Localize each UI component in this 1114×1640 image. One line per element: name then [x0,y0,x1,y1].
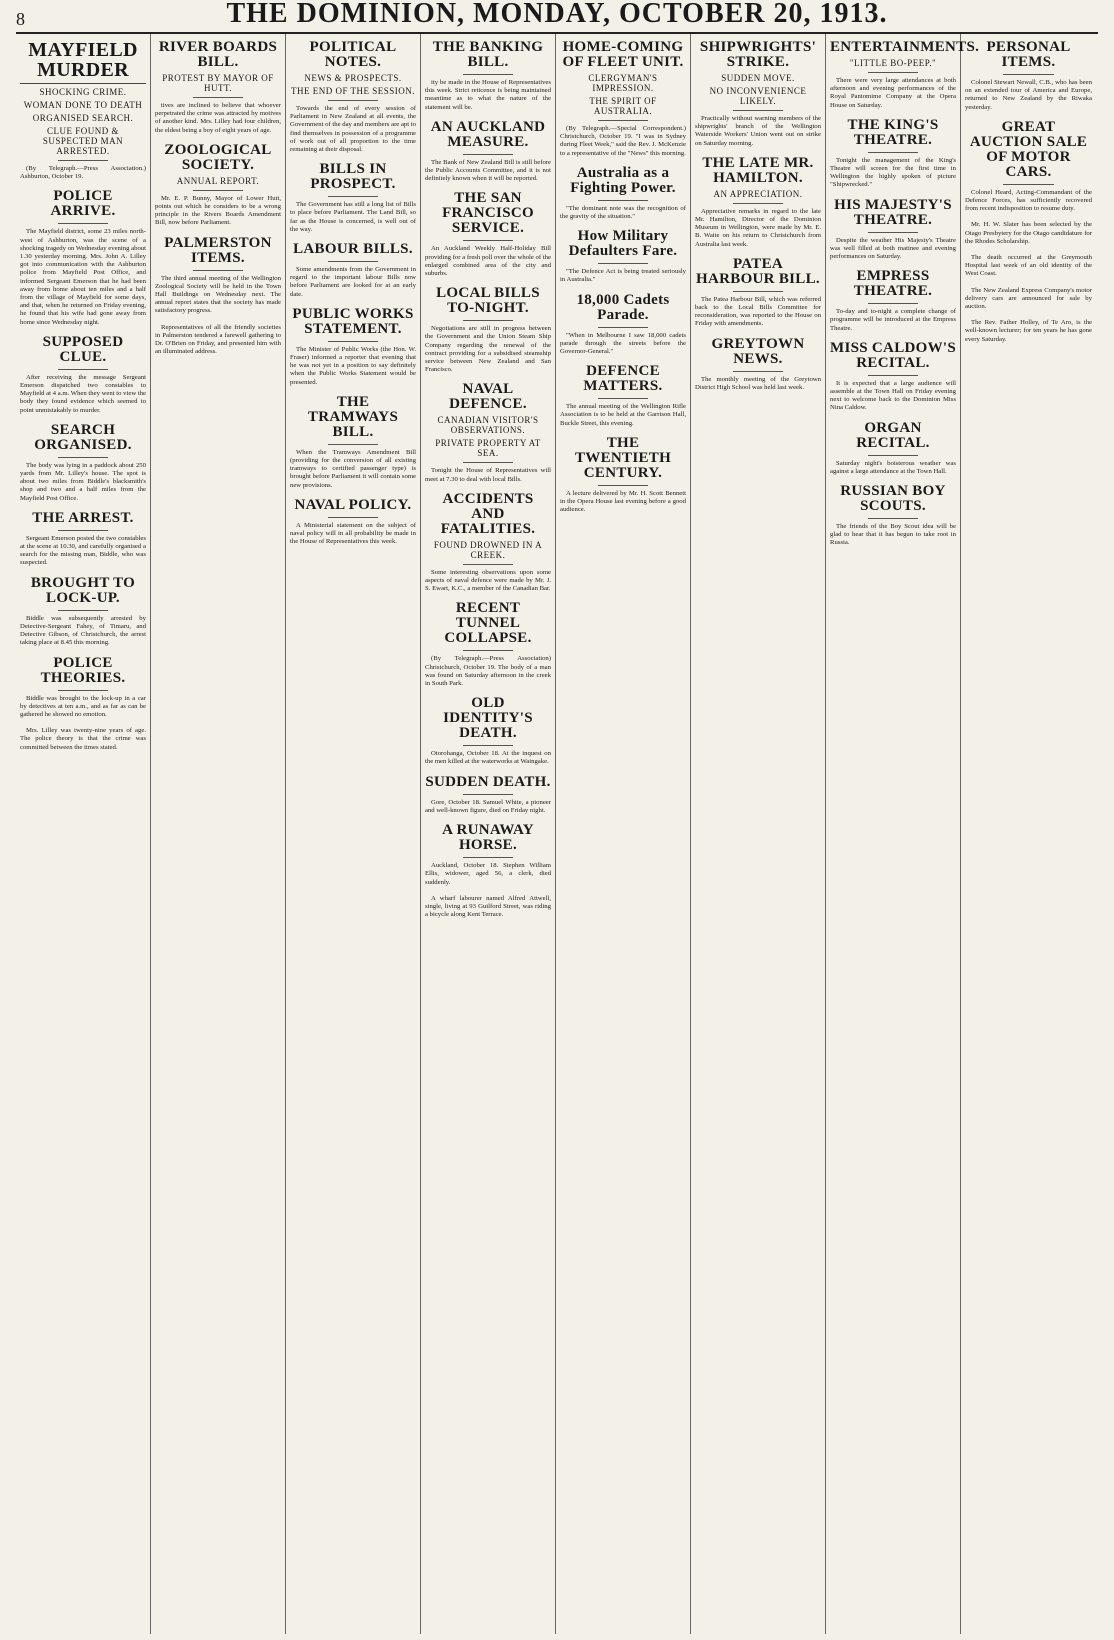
divider [328,517,378,518]
subheading: NEWS & PROSPECTS. [304,73,402,83]
divider [328,261,378,262]
article [965,319,1092,344]
article [155,324,281,357]
paragraph: Gore, October 18. Samuel White, a pioneer and well-known figure, died on Friday night. [425,798,551,814]
divider [598,120,648,121]
paragraph: (By Telegraph.—Press Association) Christchurch, October 19. The body of a man was found on Saturday afternoon in the creek in South Park. [425,655,551,688]
paragraph: "When in Melbourne I saw 18,000 cadets parade through the streets before the Governor-General." [560,331,686,356]
subheading: WOMAN DONE TO DEATH [23,100,143,110]
divider [598,327,648,328]
headline: HIS MAJESTY'S THEATRE. [834,196,952,228]
paragraph: The New Zealand Express Company's motor delivery cars are announced for sale by auction. [965,286,1092,311]
article [20,335,146,415]
divider [193,190,243,191]
paragraph: Tonight the management of the King's Theatre will screen for the first time in Wellington the highly spoken of picture "Shipwrecked." [830,156,956,189]
headline: LABOUR BILLS. [293,241,413,258]
subheading: CLUE FOUND & SUSPECTED MAN ARRESTED. [42,126,124,156]
article [560,293,686,357]
divider [868,303,918,304]
divider [58,530,108,531]
column-1 [16,34,151,1634]
article [20,576,146,648]
article [425,895,551,920]
article [425,286,551,374]
paragraph: The Rev. Father Holley, of Te Aro, is the well-known lecturer; for ten years he has gone every Saturday. [965,319,1092,343]
headline: GREAT AUCTION SALE OF MOTOR CARS. [969,118,1088,180]
article [560,166,686,221]
article [830,118,956,190]
headline: LOCAL BILLS TO-NIGHT. [436,285,540,317]
paragraph: It is expected that a large audience will assemble at the Town Hall on Friday evening next to welcome back to the Dominion Miss Nina Caldow. [830,379,956,412]
paragraph: Towards the end of every session of Parliament in New Zealand at all events, the Government of the day and members are apt to find themselves in possession of a programme of work out of all proportion to the time remaining at their disposal. [290,105,416,154]
paragraph: The Minister of Public Works (the Hon. W. Fraser) informed a reporter that evening that he was not yet in a position to say definitely when the Public Works Statement would be presented. [290,345,416,386]
article [290,40,416,154]
divider [733,203,783,204]
article [425,601,551,688]
headline: NAVAL DEFENCE. [449,381,527,413]
paragraph: The Mayfield district, some 23 miles north-west of Ashburton, was the scene of a shocking tragedy on Wednesday evening about 1.30 yesterday morning. Mrs. John A. Lilley got into communication with the Ashburton police from Mayfield Post Office, and informed Sergeant Emerson that he had been away from home about ten miles and a half from the village of Mayfield for some days, and that, when he returned on Friday evening, he found that his wife had gone away from home since Wednesday night. [20,228,146,326]
columns [16,34,1098,1634]
article [290,242,416,299]
paragraph: ity be made in the House of Representatives this week. Strict reticence is being maintained meantime as to what the nature of the statement will be. [425,79,551,111]
divider [58,160,108,161]
divider [193,270,243,271]
headline: DEFENCE MATTERS. [583,363,663,395]
divider [868,518,918,519]
divider [463,320,513,321]
headline: HOME-COMING OF FLEET UNIT. [562,39,684,70]
paragraph: To-day and to-night a complete change of programme will be introduced at the Empress Theatre. [830,308,956,332]
divider [868,152,918,153]
article [830,198,956,262]
paragraph: Some interesting observations upon some aspects of naval defence were made by Mr. J. S. Ewart, K.C., a member of the Canadian Bar. [425,568,551,593]
headline: Australia as a Fighting Power. [570,164,676,196]
article [425,382,551,483]
headline: THE SAN FRANCISCO SERVICE. [442,190,534,237]
paragraph: There were very large attendances at both afternoon and evening performances of the Royal Pantomime Company at the Opera House on Saturday. [830,77,956,109]
paragraph: "The dominant note was the recognition of the gravity of the situation." [560,204,686,221]
divider [463,650,513,651]
headline: How Military Defaulters Fare. [568,228,678,260]
paragraph: Appreciative remarks in regard to the late Mr. Hamilton, Director of the Dominion Museum in Wellington, were made by Mr. E. B. Waite on his return to Christchurch from Australia last week. [695,207,821,248]
article [425,775,551,815]
article [425,696,551,766]
article [20,511,146,568]
headline: RIVER BOARDS BILL. [158,39,278,70]
article [155,40,281,135]
paragraph: Mr. E. P. Bunny, Mayor of Lower Hutt, points out which he considers to be a wrong principle in the Rivers Boards Amendment Bill, now before Parliament. [155,194,281,227]
subheading: AN APPRECIATION. [713,188,803,199]
article [155,143,281,228]
divider [58,457,108,458]
divider [598,398,648,399]
headline: SUDDEN DEATH. [425,773,551,790]
divider [58,610,108,611]
paragraph: Mr. H. W. Slater has been selected by the Otago Presbytery for the Otago candidature for the Rhodes Scholarship. [965,221,1092,245]
headline: SHIPWRIGHTS' STRIKE. [699,39,817,70]
headline: EMPRESS THEATRE. [853,268,933,300]
article [560,364,686,428]
paragraph: Representatives of all the friendly societies in Palmerston tendered a farewell gathering to Dr. O'Brien on Friday, and presented him with an illuminated address. [155,323,281,356]
column-4 [421,34,556,1634]
paragraph: An Auckland Weekly Half-Holiday Bill providing for a fresh poll over the whole of the enlarged combined area of the city and suburbs. [425,245,551,278]
subheading: PROTEST BY MAYOR OF HUTT. [162,73,274,93]
article [155,236,281,316]
divider [598,200,648,201]
subheading: CANADIAN VISITOR'S OBSERVATIONS. [437,415,539,436]
divider [868,455,918,456]
subheading: PRIVATE PROPERTY AT SEA. [435,438,541,459]
paragraph: The death occurred at the Greymouth Hospital last week of an old identity of the West Coast. [965,254,1092,278]
divider [1003,74,1054,75]
subheading: ORGANISED SEARCH. [32,113,134,123]
divider [463,154,513,155]
paragraph: Sergeant Emerson posted the two constables at the scene at 10.30, and carefully organised a search for the missing man, Biddle, who was suspected. [20,534,146,567]
column-7 [826,34,980,1634]
subheading: CLERGYMAN'S IMPRESSION. [588,73,658,93]
subheading: SHOCKING CRIME. [39,87,127,97]
paragraph: Colonel Heard, Acting-Commandant of the Defence Forces, has sufficiently recovered from recent indisposition to resume duty. [965,188,1092,213]
paragraph: Saturday night's boisterous weather was against a large attendance at the Town Hall. [830,459,956,475]
article [425,492,551,594]
divider [463,794,513,795]
paragraph: The monthly meeting of the Greytown District High School was held last week. [695,375,821,391]
paragraph: The third annual meeting of the Wellington Zoological Society will be held in the Town Hall Buildings on Wednesday next. The annual report states that the society has made satisfactory progress. [155,274,281,315]
headline: ORGAN RECITAL. [856,419,930,451]
paragraph: The body was lying in a paddock about 250 yards from Mr. Lilley's house. The spot is about two miles from Biddle's blacksmith's shop and two and a half miles from the Mayfield Post Office. [20,461,146,502]
divider [868,232,918,233]
headline: ACCIDENTS AND FATALITIES. [440,490,536,537]
headline: RECENT TUNNEL COLLAPSE. [444,600,532,647]
headline: ENTERTAINMENTS. [830,39,980,55]
paragraph: A Ministerial statement on the subject of naval policy will in all probability be made in the House of Representatives this week. [290,521,416,546]
paragraph: Auckland, October 18. Stephen William Ellis, widower, aged 56, a clerk, died suddenly. [425,862,551,886]
divider [328,444,378,445]
divider [1003,184,1054,185]
divider [463,857,513,858]
headline: PALMERSTON ITEMS. [164,234,272,266]
divider [328,100,378,101]
paragraph: The annual meeting of the Wellington Rifle Association is to be held at the Garrison Hall, Buckle Street, this evening. [560,403,686,427]
paragraph: The friends of the Boy Scout idea will be glad to hear that it has begun to take root in Russia. [830,523,956,547]
article [425,120,551,184]
divider [463,462,513,463]
article [830,421,956,476]
paragraph: Some amendments from the Government in regard to the important labour Bills now before Parliament are looked for at an early date. [290,266,416,298]
headline: BROUGHT TO LOCK-UP. [30,574,136,606]
article [830,341,956,413]
divider [58,369,108,370]
paragraph: Biddle was subsequently arrested by Detective-Sergeant Fahey, of Timaru, and Detective Gibson, of Christchurch, the arrest taking place at 8.45 this morning. [20,614,146,647]
headline: GREYTOWN NEWS. [711,335,805,367]
headline: PERSONAL ITEMS. [986,39,1071,70]
paragraph: A lecture delivered by Mr. H. Scott Bennett in the Opera House last evening before a good audience. [560,489,686,514]
article [20,423,146,503]
headline: POLICE THEORIES. [40,654,126,686]
article [290,395,416,490]
paragraph: Otorohanga, October 18. At the inquest on the men killed at the waterworks at Waingake. [425,750,551,766]
paragraph: After receiving the message Sergeant Emerson dispatched two constables to Mayfield at 4 a.m. When they went to view the body they found evidence which seemed to point unmistakably to murder. [20,373,146,414]
paragraph: Mrs. Lilley was twenty-nine years of age. The police theory is that the crime was committed between the times stated. [20,727,146,751]
divider [58,690,108,691]
headline: AN AUCKLAND MEASURE. [430,118,546,150]
headline: A RUNAWAY HORSE. [442,822,534,854]
paragraph: tives are inclined to believe that whoever perpetrated the crime was attracted by motives of another kind. Mrs. Lilley had four children, the eldest being a boy of eight years of age. [155,102,281,134]
headline: THE ARREST. [32,509,134,526]
headline: OLD IDENTITY'S DEATH. [443,695,533,742]
paragraph: The Bank of New Zealand Bill is still before the Public Accounts Committee, and it is not definitely known when it will be reported. [425,158,551,183]
column-3 [286,34,421,1634]
subheading: ANNUAL REPORT. [176,175,260,186]
paragraph: Despite the weather His Majesty's Theatre was well filled at both matinee and evening performances on Saturday. [830,236,956,261]
divider [193,97,243,98]
article [965,40,1092,112]
article [560,229,686,284]
article [965,120,1092,214]
headline: POLICE ARRIVE. [50,188,116,220]
headline: MISS CALDOW'S RECITAL. [830,339,957,371]
divider [58,223,108,224]
divider [733,110,783,111]
divider [598,485,648,486]
divider [328,196,378,197]
headline: THE TWENTIETH CENTURY. [574,434,672,481]
headline: 18,000 Cadets Parade. [576,291,670,323]
divider [868,72,918,73]
article [965,221,1092,246]
article [695,40,821,148]
divider [598,263,648,264]
article [695,337,821,392]
article [20,727,146,752]
paragraph: Negotiations are still in progress between the Government and the Union Steam Ship Company regarding the renewal of the contract providing for a subsidised steamship service between New Zealand and San Francisco. [425,325,551,374]
divider [463,74,513,75]
headline: SEARCH ORGANISED. [34,421,132,453]
headline: SUPPOSED CLUE. [42,333,124,365]
subheading: THE END OF THE SESSION. [290,86,416,96]
divider [463,745,513,746]
subheading: SUDDEN MOVE. [721,73,795,83]
masthead [16,0,1098,34]
article [965,254,1092,279]
article [560,436,686,515]
article [965,287,1092,312]
divider [328,341,378,342]
divider [463,240,513,241]
article [830,39,980,110]
page-number: 8 [16,9,25,29]
paragraph: A wharf labourer named Alfred Attwell, single, living at 93 Guilford Street, was riding a bicycle along Kent Terrace. [425,894,551,919]
subheading: FOUND DROWNED IN A CREEK. [433,539,543,560]
paragraph: Tonight the House of Representatives will meet at 7.30 to deal with local Bills. [425,467,551,483]
divider [463,564,513,565]
subheading: NO INCONVENIENCE LIKELY. [709,86,807,106]
column-6 [691,34,826,1634]
paragraph: (By Telegraph.—Press Association.) Ashburton, October 19. [20,165,146,181]
paragraph: When the Tramways Amendment Bill (providing for the conversion of all existing tramways to certified passenger type) is brought before Parliament it will contain some new provisions. [290,448,416,489]
column-8 [961,34,1096,1634]
article [560,40,686,158]
subheading: THE SPIRIT OF AUSTRALIA. [589,96,657,116]
headline: RUSSIAN BOY SCOUTS. [840,483,946,515]
column-5 [556,34,691,1634]
paragraph: Biddle was brought to the lock-up in a car by detectives at ten a.m., and as far as can be gathered he showed no emotion. [20,694,146,718]
article [290,162,416,234]
article [20,189,146,326]
column-2 [151,34,286,1634]
article [695,257,821,329]
headline: POLITICAL NOTES. [309,39,397,70]
headline: MAYFIELD MURDER [20,40,146,84]
article [830,484,956,548]
paragraph: Colonel Stewart Newall, C.B., who has been on an extended tour of America and Europe, returned to New Zealand by the Riwaka yesterday. [965,79,1092,111]
headline: THE LATE MR. HAMILTON. [702,154,814,186]
divider [733,291,783,292]
paragraph: (By Telegraph.—Special Correspondent.) Christchurch, October 19. "I was in Sydney during Fleet Week," said the Rev. J. McKenzie to a representative of the "News" this morning. [560,125,686,157]
headline: NAVAL POLICY. [294,496,412,513]
divider [868,375,918,376]
subheading: "LITTLE BO-PEEP." [849,58,937,68]
paragraph: Practically without warning members of the shipwrights' branch of the Wellington Waterside Workers' Union went out on strike on Saturday morning. [695,115,821,147]
article [830,269,956,333]
article [20,656,146,720]
paragraph: "The Defence Act is being treated seriously in Australia." [560,268,686,284]
headline: THE BANKING BILL. [432,39,544,70]
article [290,498,416,547]
headline: THE TRAMWAYS BILL. [307,393,399,440]
newspaper-title: THE DOMINION, MONDAY, OCTOBER 20, 1913. [226,0,888,29]
headline: ZOOLOGICAL SOCIETY. [164,141,272,173]
article [20,40,146,181]
article [290,307,416,387]
headline: PUBLIC WORKS STATEMENT. [292,305,414,337]
divider [733,371,783,372]
article [425,823,551,887]
article [425,40,551,112]
article [425,191,551,278]
article [695,156,821,249]
headline: BILLS IN PROSPECT. [310,161,396,193]
paragraph: The Patea Harbour Bill, which was referred back to the Local Bills Committee for reconsideration, was reported to the House on Friday with amendments. [695,295,821,328]
headline: THE KING'S THEATRE. [847,116,939,148]
headline: PATEA HARBOUR BILL. [696,255,820,287]
paragraph: The Government has still a long list of Bills to place before Parliament. The Land Bill, so far as the House is concerned, is well out of the way. [290,201,416,233]
